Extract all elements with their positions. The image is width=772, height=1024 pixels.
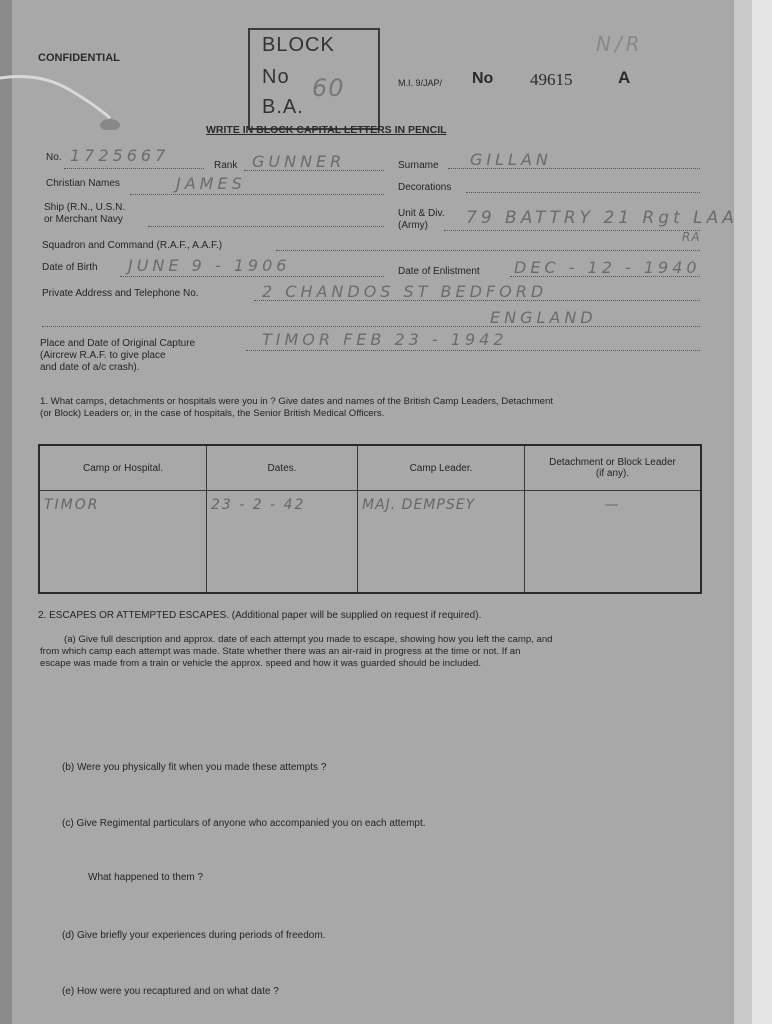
capture-value: TIMOR FEB 23 - 1942 — [262, 330, 508, 349]
page-edge-back — [752, 0, 772, 1024]
no-label: No. — [46, 152, 62, 163]
table-row — [39, 491, 701, 594]
cell-detachment: — — [525, 491, 702, 594]
cell-dates: 23 - 2 - 42 — [207, 491, 358, 594]
header-detachment: Detachment or Block Leader (if any). — [525, 445, 702, 491]
rank-label: Rank — [214, 160, 238, 171]
q2a-line1: (a) Give full description and approx. date of each attempt you made to escape, showing how you left the camp, and — [64, 634, 553, 645]
top-right-note: N/R — [596, 32, 644, 56]
unit-label-1: Unit & Div. — [398, 208, 445, 219]
confidential-label: CONFIDENTIAL — [38, 52, 120, 64]
camp-table — [38, 444, 702, 594]
q2b: (b) Were you physically fit when you made these attempts ? — [62, 762, 327, 773]
stamp-line1: BLOCK — [262, 34, 335, 56]
q2a-line2: from which camp each attempt was made. State whether there was an air-raid in progress at the time or not. If an — [40, 646, 521, 657]
cell-camp: TIMOR — [39, 491, 207, 594]
form-suffix: A — [618, 68, 631, 87]
q2a-line3: escape was made from a train or vehicle the approx. speed and how it was guarded should be included. — [40, 658, 482, 669]
q1-line1: 1. What camps, detachments or hospitals were you in ? Give dates and names of the British Camp Leaders, Detachment — [40, 396, 553, 407]
capture-label-3: and date of a/c crash). — [40, 362, 140, 373]
stamp-line3: B.A. — [262, 96, 304, 118]
address-value-1: 2 CHANDOS ST BEDFORD — [262, 282, 548, 301]
unit-value-2: RA — [682, 230, 701, 244]
form-number: 49615 — [530, 70, 573, 89]
surname-value: GILLAN — [470, 150, 552, 169]
enlistment-label: Date of Enlistment — [398, 266, 480, 277]
squadron-label: Squadron and Command (R.A.F., A.A.F.) — [42, 240, 223, 251]
string-tie-icon — [0, 70, 130, 130]
dob-value: JUNE 9 - 1906 — [128, 256, 291, 275]
header-dates: Dates. — [207, 445, 358, 491]
background-left — [0, 0, 12, 1024]
address-label: Private Address and Telephone No. — [42, 288, 199, 299]
enlistment-value: DEC - 12 - 1940 — [514, 258, 701, 277]
q2-title: 2. ESCAPES OR ATTEMPTED ESCAPES. (Additional paper will be supplied on request if required). — [38, 610, 482, 621]
header-camp-leader: Camp Leader. — [358, 445, 525, 491]
unit-label-2: (Army) — [398, 220, 428, 231]
decorations-label: Decorations — [398, 182, 452, 193]
ship-label-2: or Merchant Navy — [44, 214, 123, 225]
q2c: (c) Give Regimental particulars of anyone who accompanied you on each attempt. — [62, 818, 426, 829]
stamp-line2: No — [262, 66, 290, 88]
address-value-2: ENGLAND — [490, 308, 597, 327]
christian-value: JAMES — [176, 174, 246, 193]
instruction-heading: WRITE IN BLOCK CAPITAL LETTERS IN PENCIL — [206, 124, 447, 136]
ship-label-1: Ship (R.N., U.S.N. — [44, 202, 126, 213]
q2d: (d) Give briefly your experiences during periods of freedom. — [62, 930, 326, 941]
unit-value: 79 BATTRY 21 Rgt LAA — [466, 208, 738, 228]
christian-label: Christian Names — [46, 178, 120, 189]
number-prefix: No — [472, 70, 494, 87]
dob-label: Date of Birth — [42, 262, 98, 273]
q2c2: What happened to them ? — [88, 872, 204, 883]
cell-camp-leader: MAJ. DEMPSEY — [358, 491, 525, 594]
q1-line2: (or Block) Leaders or, in the case of hospitals, the Senior British Medical Officers. — [40, 408, 385, 419]
capture-label-1: Place and Date of Original Capture — [40, 338, 196, 349]
no-value: 1725667 — [70, 146, 170, 165]
form-ref: M.I. 9/JAP/ — [398, 78, 443, 88]
rank-value: GUNNER — [252, 152, 346, 171]
capture-label-2: (Aircrew R.A.F. to give place — [40, 350, 166, 361]
header-camp: Camp or Hospital. — [39, 445, 207, 491]
q2e: (e) How were you recaptured and on what date ? — [62, 986, 279, 997]
stamp-handwritten: 60 — [312, 74, 345, 102]
surname-label: Surname — [398, 160, 439, 171]
block-stamp — [248, 28, 380, 130]
